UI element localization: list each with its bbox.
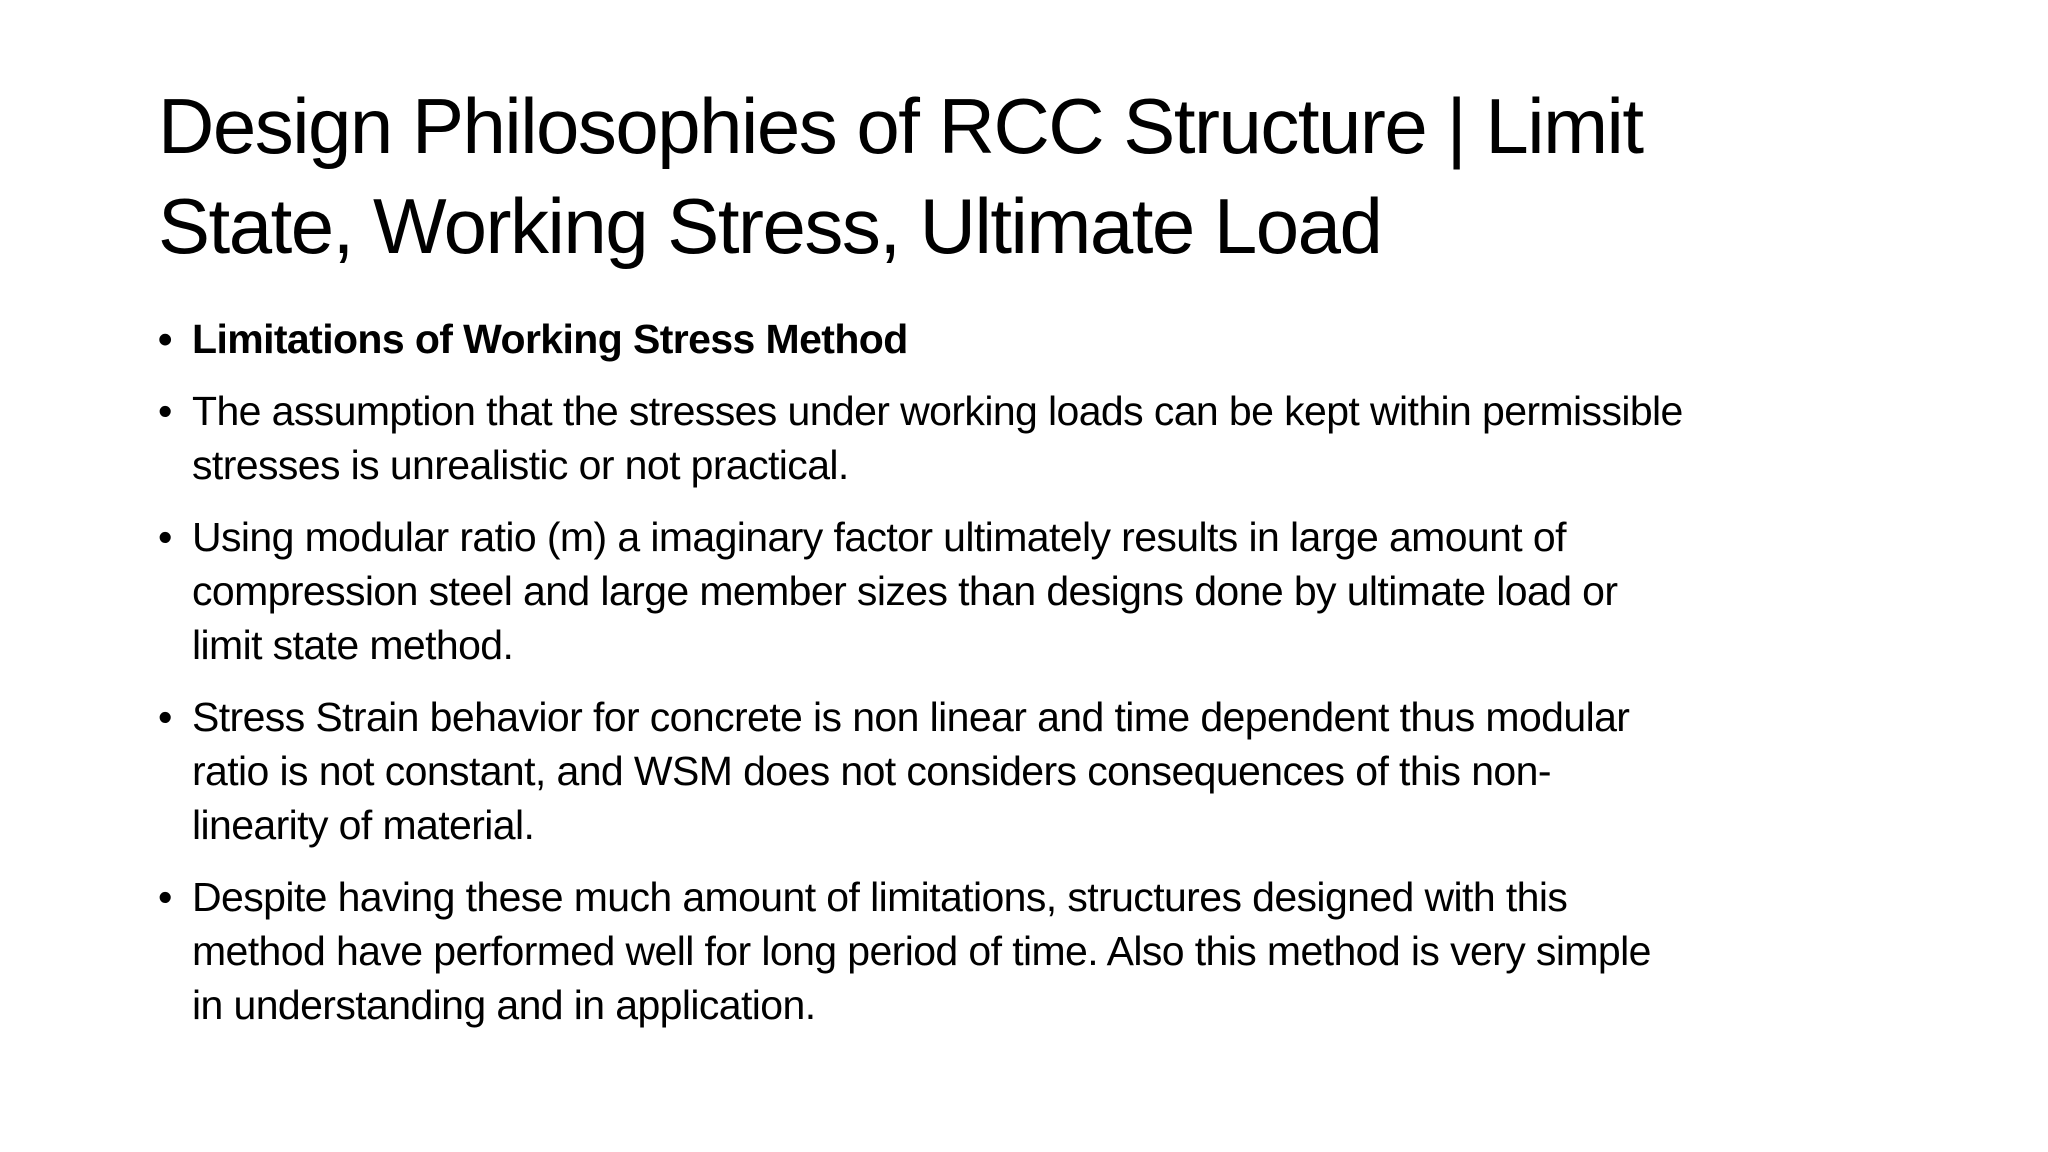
- bullet-text-line: ratio is not constant, and WSM does not considers consequences of this non-: [192, 748, 1551, 794]
- bullet-dot-icon: •: [158, 694, 172, 740]
- bullet-text-line: Stress Strain behavior for concrete is non linear and time dependent thus modular: [192, 694, 1630, 740]
- bullet-dot-icon: •: [158, 514, 172, 560]
- bullet-dot-icon: •: [158, 316, 172, 362]
- bullet-dot-icon: •: [158, 388, 172, 434]
- bullet-text-line: Using modular ratio (m) a imaginary factor ultimately results in large amount of: [192, 514, 1566, 560]
- bullet-text-line: Despite having these much amount of limitations, structures designed with this: [192, 874, 1568, 920]
- bullet-item-performance: [158, 870, 1918, 1032]
- slide-title-line-1: Design Philosophies of RCC Structure | Limit: [158, 82, 1643, 170]
- bullet-item-stress-strain: [158, 690, 1918, 852]
- bullet-text-line: The assumption that the stresses under working loads can be kept within permissible: [192, 388, 1683, 434]
- bullet-text-line: stresses is unrealistic or not practical.: [192, 442, 849, 488]
- bullet-list: [158, 312, 1918, 1050]
- bullet-text: Limitations of Working Stress Method: [192, 316, 908, 362]
- bullet-text-line: in understanding and in application.: [192, 982, 816, 1028]
- bullet-text-line: method have performed well for long period of time. Also this method is very simple: [192, 928, 1651, 974]
- slide-title-line-2: State, Working Stress, Ultimate Load: [158, 182, 1382, 270]
- bullet-text-line: limit state method.: [192, 622, 514, 668]
- bullet-text-line: compression steel and large member sizes than designs done by ultimate load or: [192, 568, 1618, 614]
- bullet-item-limitations-heading: [158, 312, 1918, 366]
- bullet-dot-icon: •: [158, 874, 172, 920]
- bullet-text-line: linearity of material.: [192, 802, 535, 848]
- bullet-item-modular-ratio: [158, 510, 1918, 672]
- slide-title: [158, 76, 1938, 276]
- bullet-item-assumption: [158, 384, 1918, 492]
